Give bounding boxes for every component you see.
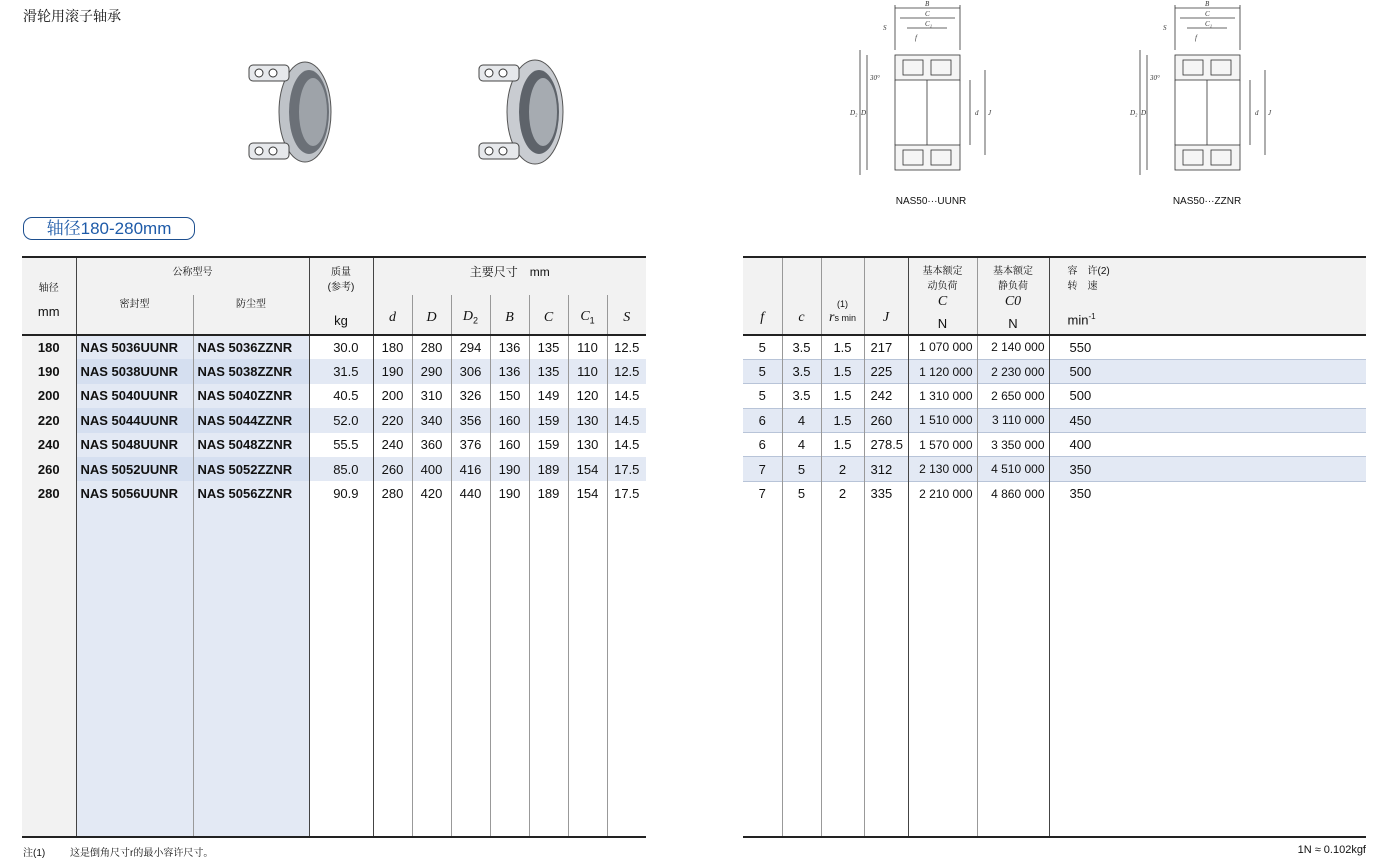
shaft-unit: mm [37, 304, 60, 319]
cell-uunr: NAS 5044UUNR [76, 408, 193, 432]
cell-c: 4 [782, 408, 821, 432]
cell-c: 189 [529, 481, 568, 505]
cell-f: 5 [743, 335, 782, 359]
cell-c1: 120 [568, 384, 607, 408]
filler-cell [1049, 506, 1366, 837]
filler-cell [607, 506, 646, 837]
cell-d2: 440 [451, 481, 490, 505]
cell-c: 149 [529, 384, 568, 408]
dim-header-s [607, 295, 646, 335]
cell-zznr: NAS 5044ZZNR [193, 408, 309, 432]
rs-note: (1) [837, 299, 848, 309]
table-row [743, 433, 1366, 457]
cell-d2: 326 [451, 384, 490, 408]
dynamic-load-line2: 动负荷 [927, 281, 958, 292]
page-title: 滑轮用滚子轴承 [23, 8, 121, 24]
cell-j: 312 [864, 457, 908, 481]
cell-c0: 4 510 000 [977, 457, 1049, 481]
cell-c1: 154 [568, 481, 607, 505]
table-row [22, 433, 646, 457]
speed-note: (2) [1097, 266, 1110, 277]
svg-text:D: D [861, 109, 867, 117]
svg-text:d: d [1255, 109, 1259, 117]
cell-mass: 90.9 [309, 481, 373, 505]
cell-d: 280 [412, 335, 451, 359]
cell-d: 310 [412, 384, 451, 408]
cell-f: 6 [743, 433, 782, 457]
cell-shaft: 280 [22, 481, 76, 505]
cell-f: 7 [743, 481, 782, 505]
cell-rs: 1.5 [821, 359, 864, 383]
cell-c1: 110 [568, 359, 607, 383]
static-load-line2: 静负荷 [998, 281, 1028, 292]
hdr-f [743, 257, 782, 335]
cell-uunr: NAS 5038UUNR [76, 359, 193, 383]
svg-text:d: d [975, 109, 979, 117]
cell-cr: 2 130 000 [908, 457, 977, 481]
svg-text:S: S [1163, 24, 1167, 32]
hdr-c [782, 257, 821, 335]
svg-text:B: B [925, 0, 930, 8]
footnote-label: 注(1) [23, 848, 46, 859]
svg-text:C₁: C₁ [925, 20, 933, 28]
dim-header-d [412, 295, 451, 335]
cell-c: 4 [782, 433, 821, 457]
table-row [22, 335, 646, 359]
cell-c1: 130 [568, 408, 607, 432]
cell-speed: 400 [1069, 437, 1092, 453]
speed-line1 [1068, 262, 1367, 277]
cell-c: 5 [782, 457, 821, 481]
speed-line2: 转 速 [1067, 281, 1098, 292]
cell-shaft: 260 [22, 457, 76, 481]
speed-unit-base: min [1067, 312, 1089, 328]
cell-b: 160 [490, 408, 529, 432]
cell-c: 189 [529, 457, 568, 481]
cell-c: 5 [782, 481, 821, 505]
cell-cr: 1 570 000 [908, 433, 977, 457]
cell-j: 335 [864, 481, 908, 505]
footnote [23, 844, 213, 859]
svg-text:B: B [1205, 0, 1210, 8]
cell-mass: 52.0 [309, 408, 373, 432]
dim-symbol: B [505, 310, 514, 325]
cell-zznr: NAS 5040ZZNR [193, 384, 309, 408]
table-row [743, 335, 1366, 359]
dim-symbol: S [623, 310, 631, 325]
rs-subscript: s min [834, 313, 856, 323]
cell-d: 260 [373, 457, 412, 481]
sealed-header: 密封型 [76, 295, 193, 335]
cell-c0: 2 230 000 [977, 359, 1049, 383]
bearing-photo-uunr [245, 55, 355, 170]
cell-d: 400 [412, 457, 451, 481]
filler-row [22, 506, 646, 837]
shaft-header: 轴径 [38, 283, 59, 294]
model-header: 公称型号 [76, 257, 309, 295]
table-row [22, 384, 646, 408]
dustproof-header: 防尘型 [193, 295, 309, 335]
speed-unit-exp: -1 [1088, 312, 1096, 321]
cell-shaft: 180 [22, 335, 76, 359]
cell-uunr: NAS 5040UUNR [76, 384, 193, 408]
cell-s: 12.5 [614, 340, 640, 356]
cell-zznr: NAS 5038ZZNR [193, 359, 309, 383]
dim-subscript: 2 [473, 316, 479, 326]
section-title: 轴径180-280mm [23, 217, 195, 240]
static-load-line1: 基本额定 [993, 266, 1033, 277]
cell-b: 160 [490, 433, 529, 457]
table-row [22, 359, 646, 383]
table-row [743, 359, 1366, 383]
symbol-c: c [798, 310, 805, 325]
svg-text:C: C [925, 10, 930, 18]
cell-c0: 3 350 000 [977, 433, 1049, 457]
dims-header: 主要尺寸 mm [469, 265, 550, 279]
cell-rs: 1.5 [821, 408, 864, 432]
cell-rs: 2 [821, 481, 864, 505]
hdr-J [864, 257, 908, 335]
cell-cr: 1 120 000 [908, 359, 977, 383]
cell-c1: 110 [568, 335, 607, 359]
cell-d: 340 [412, 408, 451, 432]
hdr-rs-min [821, 257, 864, 335]
filler-cell [451, 506, 490, 837]
unit-conversion-note: 1N ≈ 0.102kgf [1297, 844, 1366, 856]
cell-s: 14.5 [614, 437, 640, 453]
cell-s: 17.5 [614, 461, 640, 477]
left-spec-table [22, 256, 646, 838]
filler-cell [568, 506, 607, 837]
cell-shaft: 240 [22, 433, 76, 457]
cell-c0: 2 650 000 [977, 384, 1049, 408]
mass-ref: (参考) [327, 282, 355, 293]
svg-text:f: f [915, 34, 917, 42]
drawing-zznr [1125, 0, 1275, 180]
dim-symbol: C [543, 310, 554, 325]
cell-j: 217 [864, 335, 908, 359]
cell-cr: 1 310 000 [908, 384, 977, 408]
cell-uunr: NAS 5052UUNR [76, 457, 193, 481]
svg-text:30°: 30° [870, 74, 880, 82]
cell-speed: 550 [1069, 339, 1092, 355]
cell-mass: 31.5 [309, 359, 373, 383]
cell-c: 159 [529, 408, 568, 432]
cell-d: 180 [373, 335, 412, 359]
cell-zznr: NAS 5056ZZNR [193, 481, 309, 505]
cell-d2: 356 [451, 408, 490, 432]
cell-cr: 2 210 000 [908, 481, 977, 505]
dim-header-b [490, 295, 529, 335]
cell-b: 190 [490, 481, 529, 505]
filler-cell [373, 506, 412, 837]
cell-b: 190 [490, 457, 529, 481]
caption-uunr: NAS50···UUNR [895, 196, 967, 207]
table-row [22, 457, 646, 481]
cell-uunr: NAS 5036UUNR [76, 335, 193, 359]
cell-d: 360 [412, 433, 451, 457]
caption-zznr: NAS50···ZZNR [1172, 196, 1242, 207]
bearing-photo-zznr [475, 55, 585, 170]
filler-cell [908, 506, 977, 837]
svg-text:J: J [988, 109, 992, 117]
cell-d: 240 [373, 433, 412, 457]
dim-header-c1 [568, 295, 607, 335]
dynamic-load-line1: 基本额定 [922, 266, 963, 277]
filler-row [743, 506, 1366, 837]
cell-s: 14.5 [614, 412, 640, 428]
speed-unit [1068, 292, 1367, 327]
cell-d: 420 [412, 481, 451, 505]
dim-symbol: D [462, 309, 474, 325]
cell-c1: 130 [568, 433, 607, 457]
svg-text:S: S [883, 24, 887, 32]
dim-header-d2 [451, 295, 490, 335]
cell-s: 17.5 [614, 486, 640, 502]
rs-symbol: r [829, 310, 835, 325]
cell-f: 7 [743, 457, 782, 481]
cell-c: 159 [529, 433, 568, 457]
table-row [22, 481, 646, 505]
svg-text:D₂: D₂ [1130, 109, 1138, 117]
cell-f: 5 [743, 384, 782, 408]
cell-c1: 154 [568, 457, 607, 481]
dim-subscript: 1 [589, 316, 595, 326]
cell-mass: 30.0 [309, 335, 373, 359]
filler-cell [309, 506, 373, 837]
cell-d2: 416 [451, 457, 490, 481]
dynamic-load-symbol: C [937, 294, 948, 309]
cell-c0: 2 140 000 [977, 335, 1049, 359]
cell-zznr: NAS 5048ZZNR [193, 433, 309, 457]
cell-d: 200 [373, 384, 412, 408]
cell-mass: 40.5 [309, 384, 373, 408]
cell-d: 290 [412, 359, 451, 383]
hdr-static-load [977, 257, 1049, 335]
svg-text:30°: 30° [1150, 74, 1160, 82]
filler-cell [782, 506, 821, 837]
dim-header-c [529, 295, 568, 335]
filler-cell [743, 506, 782, 837]
cell-mass: 85.0 [309, 457, 373, 481]
filler-cell [864, 506, 908, 837]
symbol-J: J [882, 310, 890, 325]
cell-b: 150 [490, 384, 529, 408]
table-row [743, 457, 1366, 481]
cell-d2: 376 [451, 433, 490, 457]
cell-b: 136 [490, 359, 529, 383]
dim-header-d [373, 295, 412, 335]
table-row [743, 408, 1366, 432]
cell-shaft: 200 [22, 384, 76, 408]
speed-label: 容 许 [1067, 266, 1098, 277]
cell-speed: 500 [1069, 388, 1092, 404]
cell-speed: 500 [1069, 364, 1092, 380]
cell-cr: 1 510 000 [908, 408, 977, 432]
cell-j: 278.5 [864, 433, 908, 457]
cell-d: 280 [373, 481, 412, 505]
static-load-unit: N [1008, 316, 1018, 331]
cell-zznr: NAS 5036ZZNR [193, 335, 309, 359]
filler-cell [821, 506, 864, 837]
filler-cell [412, 506, 451, 837]
cell-d: 220 [373, 408, 412, 432]
cell-c: 135 [529, 359, 568, 383]
cell-b: 136 [490, 335, 529, 359]
cell-zznr: NAS 5052ZZNR [193, 457, 309, 481]
symbol-f: f [760, 310, 765, 325]
filler-cell [22, 506, 76, 837]
cell-rs: 2 [821, 457, 864, 481]
right-spec-table [743, 256, 1366, 838]
filler-cell [490, 506, 529, 837]
cell-c: 135 [529, 335, 568, 359]
filler-cell [977, 506, 1049, 837]
cell-d2: 294 [451, 335, 490, 359]
cell-j: 260 [864, 408, 908, 432]
cell-c: 3.5 [782, 359, 821, 383]
cell-s: 14.5 [614, 388, 640, 404]
static-load-symbol: C0 [1004, 294, 1022, 309]
footnote-text: 这是倒角尺寸r的最小容许尺寸。 [70, 848, 214, 859]
cell-shaft: 190 [22, 359, 76, 383]
mass-header: 质量 [331, 267, 351, 278]
svg-text:C: C [1205, 10, 1210, 18]
cell-rs: 1.5 [821, 384, 864, 408]
cell-speed: 350 [1069, 461, 1092, 477]
dynamic-load-unit: N [937, 316, 948, 331]
svg-text:C₁: C₁ [1205, 20, 1213, 28]
svg-text:D: D [1141, 109, 1147, 117]
cell-f: 5 [743, 359, 782, 383]
hdr-speed [1049, 257, 1366, 335]
cell-mass: 55.5 [309, 433, 373, 457]
dim-symbol: d [389, 310, 396, 325]
cell-d2: 306 [451, 359, 490, 383]
filler-cell [529, 506, 568, 837]
svg-text:f: f [1195, 34, 1197, 42]
dim-symbol: C [580, 309, 590, 325]
cell-c: 3.5 [782, 384, 821, 408]
cell-speed: 450 [1069, 412, 1092, 428]
cell-f: 6 [743, 408, 782, 432]
cell-uunr: NAS 5056UUNR [76, 481, 193, 505]
cell-speed: 350 [1069, 486, 1092, 502]
table-row [22, 408, 646, 432]
hdr-dynamic-load [908, 257, 977, 335]
drawing-uunr [845, 0, 995, 180]
cell-d: 190 [373, 359, 412, 383]
cell-j: 242 [864, 384, 908, 408]
filler-cell [193, 506, 309, 837]
mass-unit: kg [334, 313, 348, 328]
svg-text:J: J [1268, 109, 1272, 117]
cell-uunr: NAS 5048UUNR [76, 433, 193, 457]
cell-cr: 1 070 000 [908, 335, 977, 359]
cell-c: 3.5 [782, 335, 821, 359]
dim-symbol: D [426, 310, 437, 325]
table-row [743, 481, 1366, 505]
svg-text:D₂: D₂ [850, 109, 858, 117]
cell-rs: 1.5 [821, 433, 864, 457]
cell-s: 12.5 [614, 364, 640, 380]
cell-j: 225 [864, 359, 908, 383]
filler-cell [76, 506, 193, 837]
cell-c0: 4 860 000 [977, 481, 1049, 505]
cell-rs: 1.5 [821, 335, 864, 359]
cell-c0: 3 110 000 [977, 408, 1049, 432]
cell-shaft: 220 [22, 408, 76, 432]
table-row [743, 384, 1366, 408]
